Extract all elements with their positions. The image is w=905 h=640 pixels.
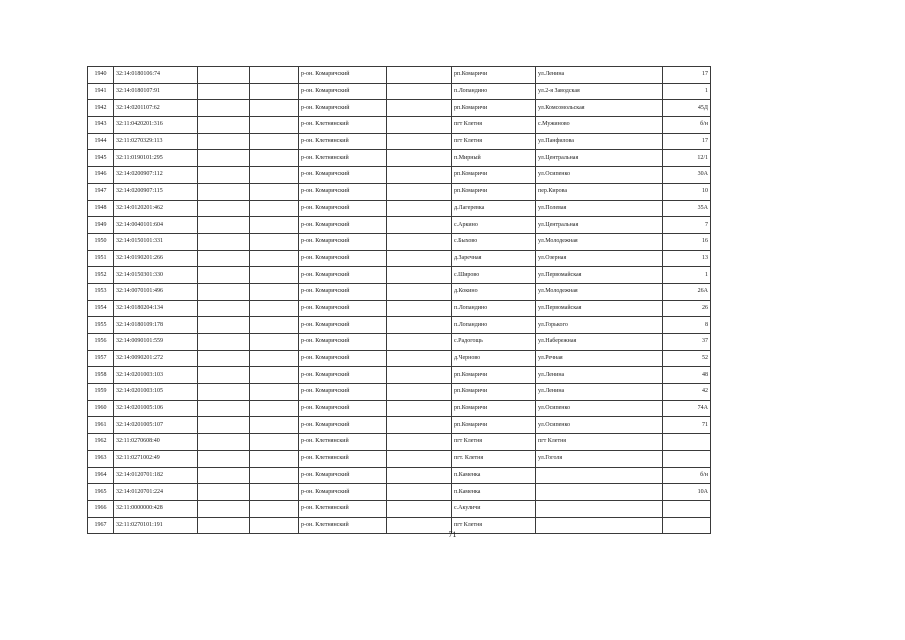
- locality-cell: д.Черново: [452, 350, 536, 367]
- house-number-cell: 16: [663, 233, 711, 250]
- table-row: [88, 167, 711, 184]
- empty-cell: [198, 300, 250, 317]
- table-row: [88, 183, 711, 200]
- empty-cell: [387, 183, 452, 200]
- row-number-cell: 1950: [88, 233, 114, 250]
- cadastral-number-cell: 32:14:0120201:462: [114, 200, 198, 217]
- empty-cell: [198, 67, 250, 84]
- table-row: [88, 217, 711, 234]
- house-number-cell: 37: [663, 334, 711, 351]
- house-number-cell: 8: [663, 317, 711, 334]
- empty-cell: [198, 350, 250, 367]
- empty-cell: [250, 467, 299, 484]
- table-row: [88, 467, 711, 484]
- table-row: [88, 500, 711, 517]
- district-cell: р-он. Комаричский: [299, 250, 387, 267]
- table-row: [88, 384, 711, 401]
- empty-cell: [387, 384, 452, 401]
- row-number-cell: 1957: [88, 350, 114, 367]
- empty-cell: [198, 417, 250, 434]
- row-number-cell: 1964: [88, 467, 114, 484]
- empty-cell: [198, 384, 250, 401]
- locality-cell: с.Радогощь: [452, 334, 536, 351]
- table-row: [88, 400, 711, 417]
- locality-cell: пгт Клетня: [452, 133, 536, 150]
- empty-cell: [250, 100, 299, 117]
- empty-cell: [250, 500, 299, 517]
- row-number-cell: 1952: [88, 267, 114, 284]
- table-row: [88, 350, 711, 367]
- cadastral-number-cell: 32:14:0120701:182: [114, 467, 198, 484]
- house-number-cell: 12/1: [663, 150, 711, 167]
- row-number-cell: 1959: [88, 384, 114, 401]
- table-row: [88, 150, 711, 167]
- empty-cell: [250, 484, 299, 501]
- empty-cell: [387, 67, 452, 84]
- empty-cell: [250, 167, 299, 184]
- locality-cell: пгт Клетня: [452, 517, 536, 534]
- table-row: [88, 367, 711, 384]
- house-number-cell: [663, 434, 711, 451]
- empty-cell: [250, 367, 299, 384]
- row-number-cell: 1945: [88, 150, 114, 167]
- street-cell: [536, 500, 663, 517]
- empty-cell: [387, 267, 452, 284]
- street-cell: ул.Ленина: [536, 367, 663, 384]
- table-row: [88, 334, 711, 351]
- street-cell: ул.Комсомольская: [536, 100, 663, 117]
- district-cell: р-он. Комаричский: [299, 233, 387, 250]
- cadastral-number-cell: 32:14:0201005:107: [114, 417, 198, 434]
- cadastral-number-cell: 32:11:0190101:295: [114, 150, 198, 167]
- empty-cell: [387, 283, 452, 300]
- cadastral-number-cell: 32:11:0420201:316: [114, 117, 198, 134]
- empty-cell: [198, 467, 250, 484]
- empty-cell: [198, 117, 250, 134]
- empty-cell: [387, 250, 452, 267]
- district-cell: р-он. Клетнянский: [299, 434, 387, 451]
- locality-cell: п.Каменка: [452, 484, 536, 501]
- row-number-cell: 1955: [88, 317, 114, 334]
- locality-cell: рп.Комаричи: [452, 183, 536, 200]
- empty-cell: [387, 400, 452, 417]
- row-number-cell: 1944: [88, 133, 114, 150]
- table-row: [88, 67, 711, 84]
- empty-cell: [198, 334, 250, 351]
- district-cell: р-он. Клетнянский: [299, 150, 387, 167]
- registry-table: [87, 66, 711, 534]
- district-cell: р-он. Комаричский: [299, 384, 387, 401]
- empty-cell: [198, 233, 250, 250]
- empty-cell: [387, 417, 452, 434]
- empty-cell: [387, 117, 452, 134]
- table-row: [88, 133, 711, 150]
- house-number-cell: б/н: [663, 117, 711, 134]
- district-cell: р-он. Комаричский: [299, 367, 387, 384]
- empty-cell: [250, 334, 299, 351]
- street-cell: ул.Панфилова: [536, 133, 663, 150]
- cadastral-number-cell: 32:14:0180204:134: [114, 300, 198, 317]
- district-cell: р-он. Комаричский: [299, 400, 387, 417]
- row-number-cell: 1943: [88, 117, 114, 134]
- locality-cell: рп.Комаричи: [452, 417, 536, 434]
- district-cell: р-он. Комаричский: [299, 267, 387, 284]
- table-row: [88, 317, 711, 334]
- locality-cell: с.Широво: [452, 267, 536, 284]
- empty-cell: [250, 250, 299, 267]
- row-number-cell: 1940: [88, 67, 114, 84]
- house-number-cell: 1: [663, 83, 711, 100]
- cadastral-number-cell: 32:14:0201107:62: [114, 100, 198, 117]
- empty-cell: [387, 217, 452, 234]
- street-cell: ул.Набережная: [536, 334, 663, 351]
- empty-cell: [250, 283, 299, 300]
- cadastral-number-cell: 32:14:0150101:331: [114, 233, 198, 250]
- row-number-cell: 1965: [88, 484, 114, 501]
- table-row: [88, 117, 711, 134]
- empty-cell: [198, 450, 250, 467]
- empty-cell: [250, 83, 299, 100]
- empty-cell: [198, 167, 250, 184]
- district-cell: р-он. Комаричский: [299, 300, 387, 317]
- table-body: [88, 67, 711, 534]
- street-cell: пер.Кирова: [536, 183, 663, 200]
- locality-cell: п.Лопандино: [452, 300, 536, 317]
- empty-cell: [198, 317, 250, 334]
- empty-cell: [198, 484, 250, 501]
- cadastral-number-cell: 32:14:0200907:112: [114, 167, 198, 184]
- empty-cell: [250, 200, 299, 217]
- house-number-cell: 42: [663, 384, 711, 401]
- table-row: [88, 417, 711, 434]
- row-number-cell: 1946: [88, 167, 114, 184]
- table-row: [88, 83, 711, 100]
- street-cell: ул.Гоголя: [536, 450, 663, 467]
- empty-cell: [198, 200, 250, 217]
- street-cell: ул.Осипенко: [536, 167, 663, 184]
- district-cell: р-он. Комаричский: [299, 484, 387, 501]
- empty-cell: [198, 250, 250, 267]
- table-row: [88, 233, 711, 250]
- table-row: [88, 250, 711, 267]
- empty-cell: [198, 267, 250, 284]
- empty-cell: [198, 133, 250, 150]
- empty-cell: [198, 150, 250, 167]
- empty-cell: [387, 133, 452, 150]
- empty-cell: [387, 500, 452, 517]
- empty-cell: [387, 100, 452, 117]
- empty-cell: [387, 150, 452, 167]
- district-cell: р-он. Клетнянский: [299, 500, 387, 517]
- cadastral-number-cell: 32:14:0201003:103: [114, 367, 198, 384]
- house-number-cell: 7: [663, 217, 711, 234]
- locality-cell: д.Заречная: [452, 250, 536, 267]
- district-cell: р-он. Клетнянский: [299, 450, 387, 467]
- locality-cell: с.Аркино: [452, 217, 536, 234]
- cadastral-number-cell: 32:11:0000000:428: [114, 500, 198, 517]
- locality-cell: п.Каменка: [452, 467, 536, 484]
- cadastral-number-cell: 32:14:0201005:106: [114, 400, 198, 417]
- district-cell: р-он. Комаричский: [299, 283, 387, 300]
- house-number-cell: [663, 500, 711, 517]
- empty-cell: [387, 367, 452, 384]
- cadastral-number-cell: 32:14:0070101:496: [114, 283, 198, 300]
- row-number-cell: 1941: [88, 83, 114, 100]
- table-row: [88, 283, 711, 300]
- empty-cell: [250, 350, 299, 367]
- cadastral-number-cell: 32:11:0270329:113: [114, 133, 198, 150]
- empty-cell: [387, 300, 452, 317]
- cadastral-number-cell: 32:14:0120701:224: [114, 484, 198, 501]
- empty-cell: [250, 400, 299, 417]
- table-row: [88, 267, 711, 284]
- row-number-cell: 1966: [88, 500, 114, 517]
- cadastral-number-cell: 32:11:0271002:49: [114, 450, 198, 467]
- locality-cell: рп.Комаричи: [452, 367, 536, 384]
- empty-cell: [250, 267, 299, 284]
- district-cell: р-он. Клетнянский: [299, 517, 387, 534]
- table-row: [88, 200, 711, 217]
- cadastral-number-cell: 32:14:0180107:91: [114, 83, 198, 100]
- street-cell: ул.Горького: [536, 317, 663, 334]
- cadastral-number-cell: 32:14:0150301:330: [114, 267, 198, 284]
- district-cell: р-он. Комаричский: [299, 83, 387, 100]
- empty-cell: [198, 83, 250, 100]
- table-row: [88, 450, 711, 467]
- locality-cell: пгт Клетня: [452, 117, 536, 134]
- house-number-cell: 52: [663, 350, 711, 367]
- cadastral-number-cell: 32:11:0270608:40: [114, 434, 198, 451]
- street-cell: ул.Центральная: [536, 150, 663, 167]
- row-number-cell: 1962: [88, 434, 114, 451]
- cadastral-number-cell: 32:14:0190201:266: [114, 250, 198, 267]
- street-cell: ул.Полевая: [536, 200, 663, 217]
- street-cell: ул.Первомайская: [536, 267, 663, 284]
- empty-cell: [250, 67, 299, 84]
- cadastral-number-cell: 32:14:0180106:74: [114, 67, 198, 84]
- street-cell: ул.Осипенко: [536, 417, 663, 434]
- row-number-cell: 1956: [88, 334, 114, 351]
- district-cell: р-он. Комаричский: [299, 67, 387, 84]
- district-cell: р-он. Клетнянский: [299, 117, 387, 134]
- row-number-cell: 1948: [88, 200, 114, 217]
- house-number-cell: 74А: [663, 400, 711, 417]
- row-number-cell: 1961: [88, 417, 114, 434]
- street-cell: пгт Клетня: [536, 434, 663, 451]
- empty-cell: [250, 133, 299, 150]
- locality-cell: п.Мирный: [452, 150, 536, 167]
- street-cell: [536, 467, 663, 484]
- district-cell: р-он. Комаричский: [299, 350, 387, 367]
- row-number-cell: 1947: [88, 183, 114, 200]
- district-cell: р-он. Комаричский: [299, 100, 387, 117]
- page-number: 71: [448, 530, 457, 539]
- district-cell: р-он. Комаричский: [299, 217, 387, 234]
- district-cell: р-он. Клетнянский: [299, 133, 387, 150]
- empty-cell: [250, 117, 299, 134]
- locality-cell: пгт Клетня: [452, 434, 536, 451]
- cadastral-number-cell: 32:11:0270101:191: [114, 517, 198, 534]
- row-number-cell: 1954: [88, 300, 114, 317]
- row-number-cell: 1951: [88, 250, 114, 267]
- locality-cell: рп.Комаричи: [452, 400, 536, 417]
- locality-cell: с.Акуличи: [452, 500, 536, 517]
- house-number-cell: 1: [663, 267, 711, 284]
- row-number-cell: 1963: [88, 450, 114, 467]
- empty-cell: [250, 317, 299, 334]
- empty-cell: [387, 83, 452, 100]
- district-cell: р-он. Комаричский: [299, 167, 387, 184]
- house-number-cell: 48: [663, 367, 711, 384]
- empty-cell: [250, 150, 299, 167]
- empty-cell: [387, 334, 452, 351]
- empty-cell: [198, 500, 250, 517]
- house-number-cell: 45Д: [663, 100, 711, 117]
- street-cell: ул.Озерная: [536, 250, 663, 267]
- empty-cell: [387, 200, 452, 217]
- row-number-cell: 1953: [88, 283, 114, 300]
- locality-cell: п.Лопандино: [452, 83, 536, 100]
- locality-cell: д.Кокино: [452, 283, 536, 300]
- cadastral-number-cell: 32:14:0040101:604: [114, 217, 198, 234]
- street-cell: ул.Молодежная: [536, 283, 663, 300]
- street-cell: с.Мужиново: [536, 117, 663, 134]
- locality-cell: пгт. Клетня: [452, 450, 536, 467]
- cadastral-number-cell: 32:14:0200907:115: [114, 183, 198, 200]
- empty-cell: [250, 300, 299, 317]
- cadastral-number-cell: 32:14:0090101:559: [114, 334, 198, 351]
- district-cell: р-он. Комаричский: [299, 417, 387, 434]
- empty-cell: [198, 283, 250, 300]
- street-cell: ул.Молодежная: [536, 233, 663, 250]
- street-cell: ул.2-я Заводская: [536, 83, 663, 100]
- locality-cell: д.Лагеревка: [452, 200, 536, 217]
- empty-cell: [387, 167, 452, 184]
- district-cell: р-он. Комаричский: [299, 317, 387, 334]
- house-number-cell: б/н: [663, 467, 711, 484]
- street-cell: ул.Ленина: [536, 67, 663, 84]
- district-cell: р-он. Комаричский: [299, 183, 387, 200]
- empty-cell: [250, 434, 299, 451]
- row-number-cell: 1960: [88, 400, 114, 417]
- street-cell: [536, 484, 663, 501]
- empty-cell: [387, 317, 452, 334]
- row-number-cell: 1958: [88, 367, 114, 384]
- locality-cell: п.Лопандино: [452, 317, 536, 334]
- row-number-cell: 1949: [88, 217, 114, 234]
- empty-cell: [198, 217, 250, 234]
- row-number-cell: 1967: [88, 517, 114, 534]
- empty-cell: [198, 183, 250, 200]
- table-row: [88, 300, 711, 317]
- empty-cell: [387, 434, 452, 451]
- house-number-cell: 30А: [663, 167, 711, 184]
- house-number-cell: 71: [663, 417, 711, 434]
- locality-cell: с.Быхово: [452, 233, 536, 250]
- empty-cell: [387, 450, 452, 467]
- empty-cell: [198, 434, 250, 451]
- locality-cell: рп.Комаричи: [452, 384, 536, 401]
- empty-cell: [250, 183, 299, 200]
- table-row: [88, 484, 711, 501]
- empty-cell: [387, 467, 452, 484]
- house-number-cell: 26А: [663, 283, 711, 300]
- cadastral-number-cell: 32:14:0180109:178: [114, 317, 198, 334]
- house-number-cell: 10А: [663, 484, 711, 501]
- empty-cell: [198, 400, 250, 417]
- empty-cell: [387, 484, 452, 501]
- street-cell: ул.Центральная: [536, 217, 663, 234]
- house-number-cell: 35А: [663, 200, 711, 217]
- house-number-cell: [663, 450, 711, 467]
- street-cell: ул.Ленина: [536, 384, 663, 401]
- empty-cell: [250, 450, 299, 467]
- table-row: [88, 100, 711, 117]
- locality-cell: рп.Комаричи: [452, 100, 536, 117]
- house-number-cell: 17: [663, 67, 711, 84]
- house-number-cell: 17: [663, 133, 711, 150]
- empty-cell: [250, 417, 299, 434]
- street-cell: ул.Первомайская: [536, 300, 663, 317]
- cadastral-number-cell: 32:14:0090201:272: [114, 350, 198, 367]
- empty-cell: [250, 384, 299, 401]
- district-cell: р-он. Комаричский: [299, 334, 387, 351]
- locality-cell: рп.Комаричи: [452, 67, 536, 84]
- house-number-cell: 13: [663, 250, 711, 267]
- district-cell: р-он. Комаричский: [299, 467, 387, 484]
- empty-cell: [387, 233, 452, 250]
- empty-cell: [250, 217, 299, 234]
- empty-cell: [198, 100, 250, 117]
- empty-cell: [250, 233, 299, 250]
- locality-cell: рп.Комаричи: [452, 167, 536, 184]
- house-number-cell: 26: [663, 300, 711, 317]
- house-number-cell: 10: [663, 183, 711, 200]
- row-number-cell: 1942: [88, 100, 114, 117]
- cadastral-number-cell: 32:14:0201003:105: [114, 384, 198, 401]
- empty-cell: [198, 367, 250, 384]
- street-cell: ул.Осипенко: [536, 400, 663, 417]
- street-cell: ул.Речная: [536, 350, 663, 367]
- empty-cell: [387, 350, 452, 367]
- district-cell: р-он. Комаричский: [299, 200, 387, 217]
- table-row: [88, 434, 711, 451]
